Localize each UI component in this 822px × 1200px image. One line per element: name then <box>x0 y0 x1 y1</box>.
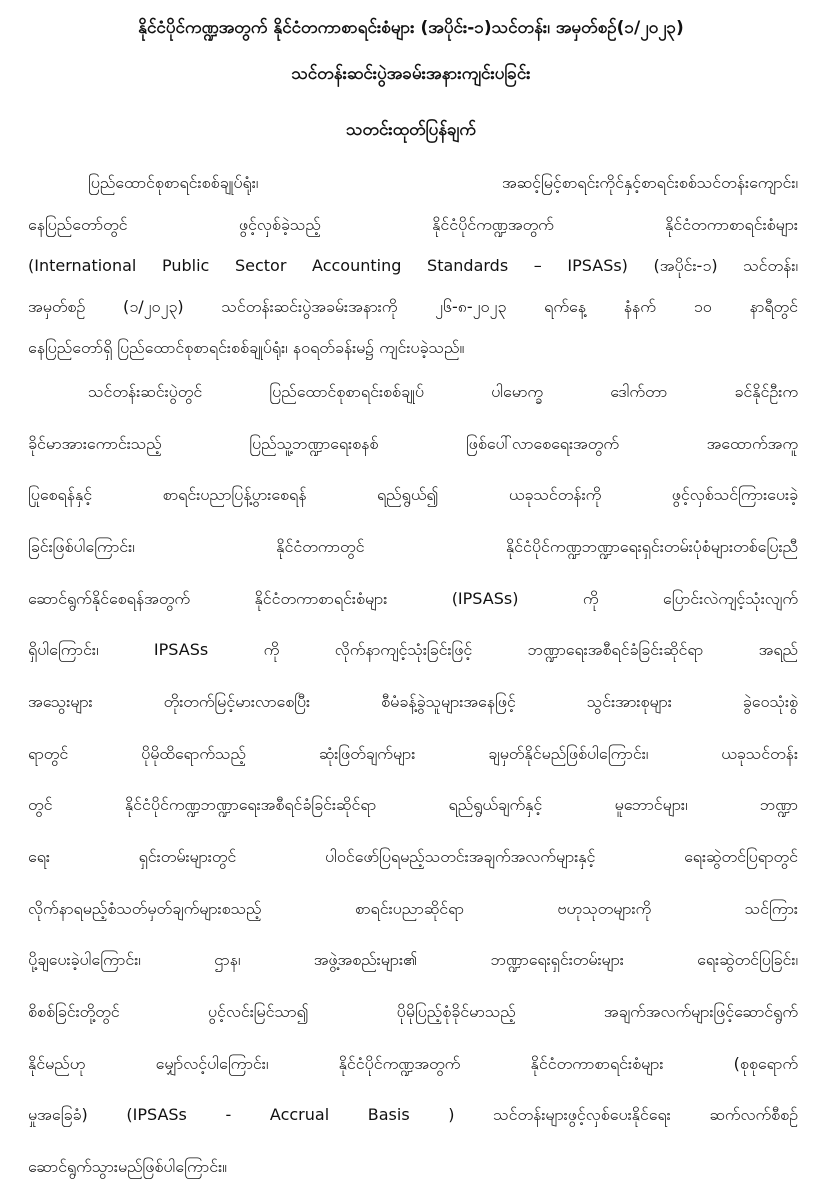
paragraph-2-line: စိစစ်ခြင်းတို့တွင် ပွင့်လင်းမြင်သာ၍ ပိုမိုပြည့်စုံခိုင်မာသည့် အချက်အလက်များဖြင့်ဆောင်ရွက် <box>28 1002 798 1021</box>
paragraph-2-line: မှုအခြေခံ) (IPSASs - Accrual Basis ) သင်တန်းများဖွင့်လှစ်ပေးနိုင်ရေး ဆက်လက်စီစဉ် <box>28 1105 798 1124</box>
paragraph-2-line: အသွေးများ တိုးတက်မြင့်မားလာစေပြီး စီမံခန့်ခွဲသူများအနေဖြင့် သွင်းအားစုများ ခွဲဝေသုံးစွဲ <box>28 692 798 711</box>
document-heading-press-release: သတင်းထုတ်ပြန်ချက် <box>346 120 476 140</box>
paragraph-1-line: (International Public Sector Accounting Standards – IPSASs) (အပိုင်း-၁) သင်တန်း၊ <box>28 256 798 275</box>
paragraph-2-line: သင်တန်းဆင်းပွဲတွင် ပြည်ထောင်စုစာရင်းစစ်ချုပ် ပါမောက္ခ ဒေါက်တာ ခင်နိုင်ဦးက <box>88 382 798 401</box>
paragraph-1-line: ပြည်ထောင်စုစာရင်းစစ်ချုပ်ရုံး၊ အဆင့်မြင့်စာရင်းကိုင်နှင့်စာရင်းစစ်သင်တန်းကျောင်း၊ <box>88 173 798 192</box>
paragraph-2-line: ရာတွင် ပိုမိုထိရောက်သည့် ဆုံးဖြတ်ချက်များ ချမှတ်နိုင်မည်ဖြစ်ပါကြောင်း၊ ယခုသင်တန်း <box>28 744 798 763</box>
paragraph-1-line: နေပြည်တော်တွင် ဖွင့်လှစ်ခဲ့သည့် နိုင်ငံပိုင်ကဏ္ဍအတွက် နိုင်ငံတကာစာရင်းစံများ <box>28 215 798 234</box>
paragraph-2-line: ရေး ရှင်းတမ်းများတွင် ပါ၀င်ဖော်ပြရမည့်သတင်းအချက်အလက်များနှင့် ရေးဆွဲတင်ပြရာတွင် <box>28 847 798 866</box>
paragraph-2-line: ဆောင်ရွက်နိုင်စေရန်အတွက် နိုင်ငံတကာစာရင်းစံများ (IPSASs) ကို ပြောင်းလဲကျင့်သုံးလျက် <box>28 589 798 608</box>
document-title-line-1: နိုင်ငံပိုင်ကဏ္ဍအတွက် နိုင်ငံတကာစာရင်းစံများ (အပိုင်း-၁)သင်တန်း၊ အမှတ်စဉ်(၁/၂၀၂၃) <box>138 18 684 38</box>
paragraph-2-line: ရှိပါကြောင်း၊ IPSASs ကို လိုက်နာကျင့်သုံးခြင်းဖြင့် ဘဏ္ဍာရေးအစီရင်ခံခြင်းဆိုင်ရာ အရည် <box>28 640 798 659</box>
paragraph-1-line: နေပြည်တော်ရှိ ပြည်ထောင်စုစာရင်းစစ်ချုပ်ရုံး၊ န၀ရတ်ခန်းမ၌ ကျင်းပခဲ့သည်။ <box>28 338 465 357</box>
paragraph-2-line: ခြင်းဖြစ်ပါကြောင်း၊ နိုင်ငံတကာတွင် နိုင်ငံပိုင်ကဏ္ဍဘဏ္ဍာရေးရှင်းတမ်းပုံစံများတစ်ပြေးညီ <box>28 537 798 556</box>
paragraph-1-line: အမှတ်စဉ် (၁/၂၀၂၃) သင်တန်းဆင်းပွဲအခမ်းအနားကို ၂၆-၈-၂၀၂၃ ရက်နေ့ နံနက် ၁၀ နာရီတွင် <box>28 297 798 316</box>
paragraph-2-line: ပို့ချပေးခဲ့ပါကြောင်း၊ ဌာန၊ အဖွဲ့အစည်းများ၏ ဘဏ္ဍာရေးရှင်းတမ်းများ ရေးဆွဲတင်ပြခြင်း၊ <box>28 950 798 969</box>
paragraph-2-line: ပြုစေရန်နှင့် စာရင်းပညာပြန့်ပွားစေရန် ရည်ရွယ်၍ ယခုသင်တန်းကို ဖွင့်လှစ်သင်ကြားပေးခဲ့ <box>28 485 798 504</box>
paragraph-2-line: တွင် နိုင်ငံပိုင်ကဏ္ဍဘဏ္ဍာရေးအစီရင်ခံခြင်းဆိုင်ရာ ရည်ရွယ်ချက်နှင့် မူဘောင်များ၊ ဘဏ္ဍာ <box>28 795 798 814</box>
paragraph-2-line: ခိုင်မာအားကောင်းသည့် ပြည်သူ့ဘဏ္ဍာရေးစနစ် ဖြစ်ပေါ်လာစေရေးအတွက် အထောက်အကူ <box>28 434 798 453</box>
paragraph-2-line: ဆောင်ရွက်သွားမည်ဖြစ်ပါကြောင်း။ <box>28 1157 227 1176</box>
paragraph-2-line: လိုက်နာရမည့်စံသတ်မှတ်ချက်များစသည့် စာရင်းပညာဆိုင်ရာ ဗဟုသုတများကို သင်ကြား <box>28 899 798 918</box>
paragraph-2-line: နိုင်မည်ဟု မျှော်လင့်ပါကြောင်း၊ နိုင်ငံပိုင်ကဏ္ဍအတွက် နိုင်ငံတကာစာရင်းစံများ (စုစုရောက် <box>28 1054 798 1073</box>
document-title-line-2: သင်တန်းဆင်းပွဲအခမ်းအနားကျင်းပခြင်း <box>291 64 531 84</box>
